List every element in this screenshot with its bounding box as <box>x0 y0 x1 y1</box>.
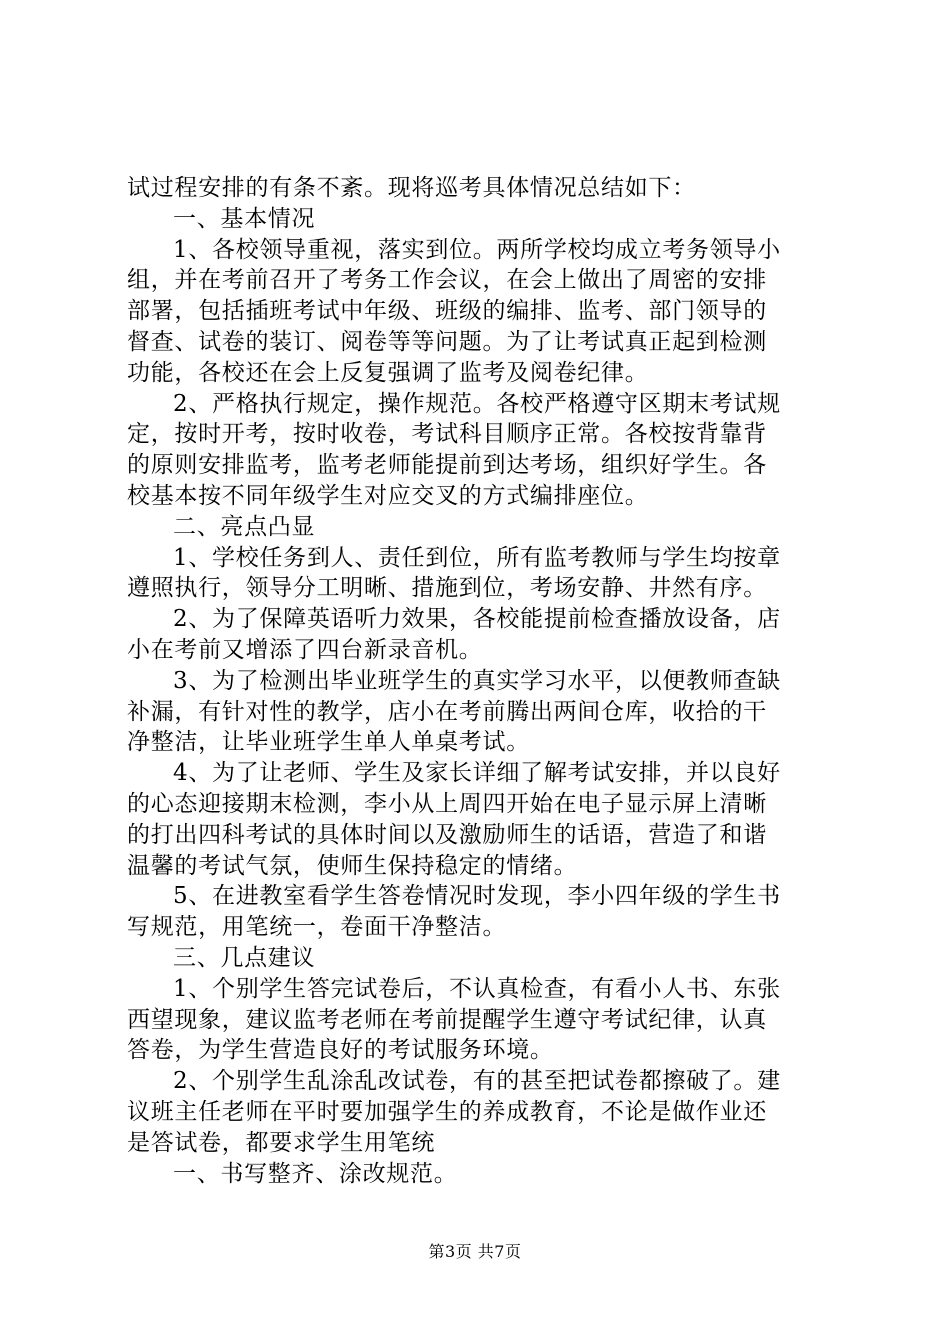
text-line: 2、为了保障英语听力效果，各校能提前检查播放设备，店 <box>173 606 781 633</box>
text-line: 1、各校领导重视，落实到位。两所学校均成立考务领导小 <box>173 236 781 263</box>
text-line: 写规范，用笔统一，卷面干净整洁。 <box>127 914 507 941</box>
text-line: 的打出四科考试的具体时间以及激励师生的话语，营造了和谐 <box>127 821 767 848</box>
text-line: 净整洁，让毕业班学生单人单桌考试。 <box>127 729 530 756</box>
text-line: 西望现象，建议监考老师在考前提醒学生遵守考试纪律，认真 <box>127 1006 767 1033</box>
text-line: 温馨的考试气氛，使师生保持稳定的情绪。 <box>127 852 578 879</box>
text-line: 三、几点建议 <box>173 944 316 971</box>
text-line: 5、在进教室看学生答卷情况时发现，李小四年级的学生书 <box>173 883 781 910</box>
text-line: 答卷，为学生营造良好的考试服务环境。 <box>127 1037 554 1064</box>
text-line: 部署，包括插班考试中年级、班级的编排、监考、部门领导的 <box>127 298 767 325</box>
page-footer: 第3页 共7页 <box>428 1242 522 1261</box>
text-line: 试过程安排的有条不紊。现将巡考具体情况总结如下： <box>127 175 696 201</box>
text-line: 议班主任老师在平时要加强学生的养成教育，不论是做作业还 <box>127 1098 767 1125</box>
text-line: 督查、试卷的装订、阅卷等等问题。为了让考试真正起到检测 <box>127 328 767 355</box>
text-line: 补漏，有针对性的教学，店小在考前腾出两间仓库，收拾的干 <box>127 698 767 725</box>
text-line: 是答试卷，都要求学生用笔统 <box>127 1129 436 1156</box>
text-line: 4、为了让老师、学生及家长详细了解考试安排，并以良好 <box>173 760 781 787</box>
text-line: 1、个别学生答完试卷后，不认真检查，有看小人书、东张 <box>173 975 781 1002</box>
text-line: 校基本按不同年级学生对应交叉的方式编排座位。 <box>127 482 649 509</box>
text-line: 定，按时开考，按时收卷，考试科目顺序正常。各校按背靠背 <box>127 421 767 448</box>
text-line: 一、基本情况 <box>173 205 316 232</box>
text-line: 1、学校任务到人、责任到位，所有监考教师与学生均按章 <box>173 544 781 571</box>
text-line: 的心态迎接期末检测，李小从上周四开始在电子显示屏上清晰 <box>127 790 767 817</box>
text-line: 遵照执行，领导分工明晰、措施到位，考场安静、井然有序。 <box>127 575 767 602</box>
text-line: 功能，各校还在会上反复强调了监考及阅卷纪律。 <box>127 359 649 386</box>
text-line: 二、亮点凸显 <box>173 513 316 540</box>
text-line: 2、个别学生乱涂乱改试卷，有的甚至把试卷都擦破了。建 <box>173 1068 781 1095</box>
text-line: 的原则安排监考，监考老师能提前到达考场，组织好学生。各 <box>127 452 767 479</box>
text-line: 3、为了检测出毕业班学生的真实学习水平，以便教师查缺 <box>173 667 781 694</box>
text-line: 小在考前又增添了四台新录音机。 <box>127 636 483 663</box>
text-line: 一、书写整齐、涂改规范。 <box>173 1160 458 1187</box>
document-body <box>127 173 839 1189</box>
text-line: 组，并在考前召开了考务工作会议，在会上做出了周密的安排 <box>127 267 767 294</box>
text-line: 2、严格执行规定，操作规范。各校严格遵守区期末考试规 <box>173 390 781 417</box>
